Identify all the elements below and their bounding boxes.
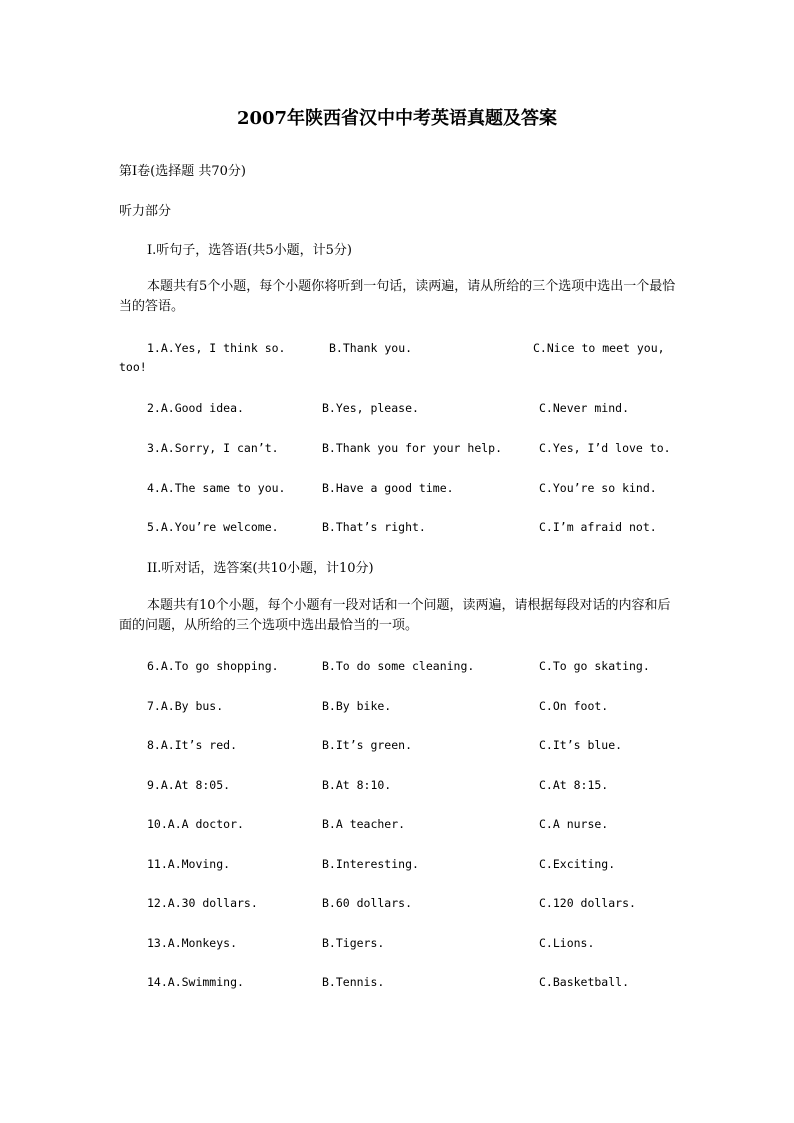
section-heading: 第Ⅰ卷(选择题 共70分) xyxy=(119,164,246,179)
option-a: 14.A.Swimming. xyxy=(147,975,244,989)
option-b: B.Interesting. xyxy=(322,857,419,871)
question-1-option-b: B.Thank you. xyxy=(329,341,413,355)
option-b: B.60 dollars. xyxy=(322,896,413,910)
option-c: C.To go skating. xyxy=(539,659,650,673)
part2-heading: II.听对话，选答案(共10小题，计10分) xyxy=(147,561,374,576)
option-c: C.It’s blue. xyxy=(539,738,623,752)
option-c: C.I’m afraid not. xyxy=(539,520,657,534)
option-b: B.Yes, please. xyxy=(322,401,419,415)
option-c: C.Lions. xyxy=(539,936,595,950)
part1-heading: I.听句子，选答语(共5小题，计5分) xyxy=(147,243,352,258)
part1-instruction: 本题共有5个小题，每个小题你将听到一句话，读两遍，请从所给的三个选项中选出一个最恰当的答语。 xyxy=(119,279,676,314)
option-a: 8.A.It’s red. xyxy=(147,738,238,752)
option-a: 4.A.The same to you. xyxy=(147,481,286,495)
option-b: B.By bike. xyxy=(322,699,392,713)
option-c: C.A nurse. xyxy=(539,817,609,831)
option-a: 11.A.Moving. xyxy=(147,857,231,871)
question-1-option-a: 1.A.Yes, I think so. xyxy=(147,341,286,355)
option-b: B.Thank you for your help. xyxy=(322,441,503,455)
question-1-option-c-continued: too! xyxy=(119,360,147,374)
part2-instruction: 本题共有10个小题，每个小题有一段对话和一个问题，读两遍，请根据每段对话的内容和后面的问题，从所给的三个选项中选出最恰当的一项。 xyxy=(119,598,671,633)
option-b: B.Tennis. xyxy=(322,975,385,989)
option-b: B.It’s green. xyxy=(322,738,413,752)
document-title: 2007年陕西省汉中中考英语真题及答案 xyxy=(236,108,558,129)
option-b: B.A teacher. xyxy=(322,817,406,831)
option-a: 6.A.To go shopping. xyxy=(147,659,279,673)
option-a: 12.A.30 dollars. xyxy=(147,896,258,910)
option-b: B.Have a good time. xyxy=(322,481,454,495)
option-a: 10.A.A doctor. xyxy=(147,817,244,831)
option-b: B.To do some cleaning. xyxy=(322,659,475,673)
option-b: B.That’s right. xyxy=(322,520,426,534)
option-b: B.At 8:10. xyxy=(322,778,392,792)
option-c: C.Yes, I’d love to. xyxy=(539,441,671,455)
option-c: C.On foot. xyxy=(539,699,609,713)
option-c: C.Exciting. xyxy=(539,857,616,871)
option-c: C.Never mind. xyxy=(539,401,630,415)
option-a: 9.A.At 8:05. xyxy=(147,778,231,792)
option-a: 3.A.Sorry, I can’t. xyxy=(147,441,279,455)
option-c: C.At 8:15. xyxy=(539,778,609,792)
listening-heading: 听力部分 xyxy=(119,204,172,219)
question-1-option-c: C.Nice to meet you, xyxy=(533,341,665,355)
option-a: 2.A.Good idea. xyxy=(147,401,244,415)
option-a: 13.A.Monkeys. xyxy=(147,936,238,950)
option-b: B.Tigers. xyxy=(322,936,385,950)
option-c: C.You’re so kind. xyxy=(539,481,657,495)
option-a: 7.A.By bus. xyxy=(147,699,224,713)
option-c: C.Basketball. xyxy=(539,975,630,989)
option-a: 5.A.You’re welcome. xyxy=(147,520,279,534)
option-c: C.120 dollars. xyxy=(539,896,636,910)
